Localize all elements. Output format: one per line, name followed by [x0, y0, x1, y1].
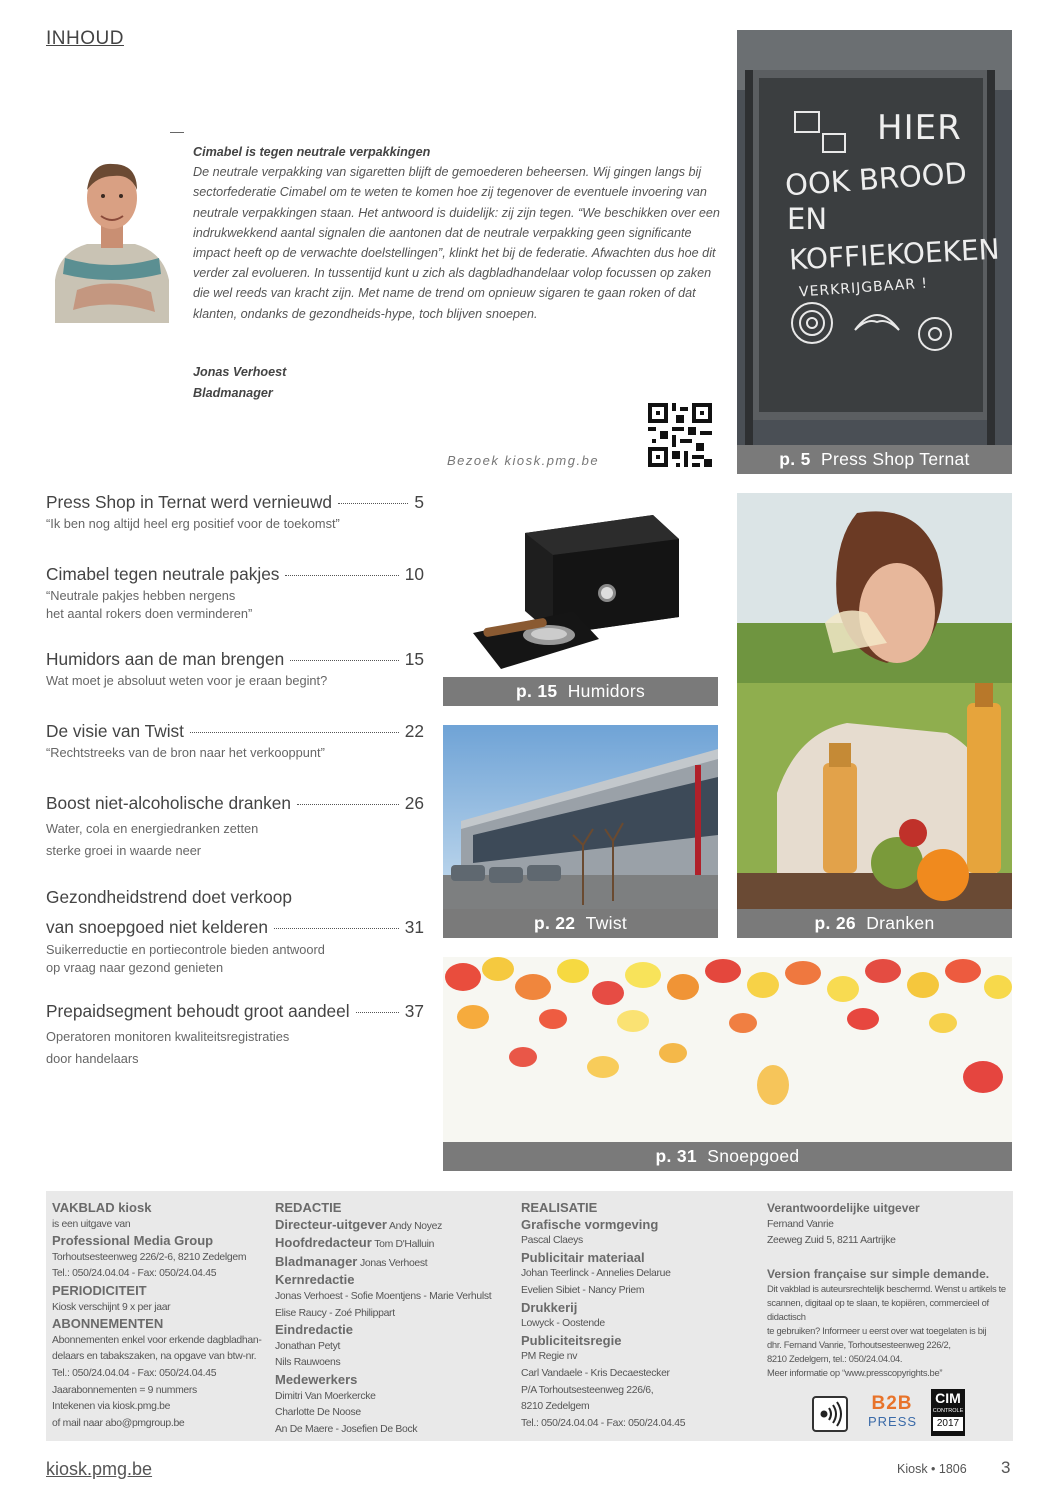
toc-entry-snoepgoed[interactable]	[46, 917, 424, 938]
caption-twist	[443, 909, 718, 938]
colophon-line: PM Regie nv	[521, 1351, 578, 1363]
colophon-line: dhr. Fernand Vanrie, Torhoutsesteenweg 226/2,	[767, 1339, 951, 1351]
colophon-person: Jonas Verhoest	[359, 1257, 428, 1269]
toc-title: Press Shop in Ternat werd vernieuwd	[46, 492, 332, 512]
toc-page: 22	[404, 721, 424, 741]
colophon-line: Jonas Verhoest - Sofie Moentjens - Marie Verhulst	[275, 1290, 492, 1302]
colophon-role: Bladmanager	[275, 1253, 358, 1269]
dranken-photo[interactable]	[737, 493, 1012, 938]
colophon-line: Meer informatie op “www.presscopyrights.be”	[767, 1367, 943, 1379]
author-name: Jonas Verhoest	[193, 365, 287, 379]
footer-issue: Kiosk • 1806	[897, 1462, 967, 1476]
b2b-press-logo-icon	[868, 1394, 916, 1430]
visit-website-text: Bezoek kiosk.pmg.be	[447, 453, 600, 468]
toc-entry-prepaid[interactable]	[46, 1001, 424, 1022]
caption-press-shop	[737, 445, 1012, 474]
colophon-line: Dit vakblad is auteursrechtelijk beschermd. Wenst u artikels te	[767, 1283, 1006, 1295]
toc-page: 37	[404, 1001, 424, 1021]
colophon-line: P/A Torhoutsesteenweg 226/6,	[521, 1384, 654, 1396]
colophon-line: delaars en tabakszaken, na opgave van btw-nr.	[52, 1351, 257, 1363]
toc-subtitle-line: “Rechtstreeks van de bron naar het verkooppunt”	[46, 745, 325, 760]
toc-leader	[190, 732, 399, 733]
colophon-line: Johan Teerlinck - Annelies Delarue	[521, 1268, 671, 1280]
toc-leader	[290, 660, 399, 661]
chalk-line-5: VERKRIJGBAAR !	[798, 275, 929, 301]
twist-photo[interactable]	[443, 725, 718, 938]
colophon-heading: Eindredactie	[275, 1322, 354, 1338]
caption-page: p. 26	[814, 913, 856, 933]
toc-subtitle	[46, 1026, 406, 1070]
toc-entry-twist[interactable]	[46, 721, 424, 742]
press-shop-photo[interactable]	[737, 30, 1012, 474]
toc-subtitle	[46, 673, 406, 688]
toc-entry-dranken[interactable]	[46, 793, 424, 814]
colophon-line: te gebruiken? Informeer u eerst over wat toegelaten is bij	[767, 1325, 987, 1337]
toc-title: Boost niet-alcoholische dranken	[46, 793, 291, 813]
toc-entry-humidors[interactable]	[46, 649, 424, 670]
toc-subtitle-line: op vraag naar gezond genieten	[46, 960, 224, 975]
colophon-line: of mail naar abo@pmgroup.be	[52, 1417, 185, 1429]
toc-subtitle-line: “Ik ben nog altijd heel erg positief voor de toekomst”	[46, 516, 340, 531]
b2b-logo-text: B2B	[871, 1393, 913, 1414]
sound-waves-logo-icon	[812, 1396, 848, 1432]
toc-subtitle	[46, 941, 406, 977]
colophon-column-redactie	[275, 1200, 510, 1438]
toc-subtitle	[46, 587, 406, 623]
caption-page: p. 5	[779, 449, 811, 469]
twist-building-image	[443, 725, 718, 909]
colophon-line: Carl Vandaele - Kris Decaestecker	[521, 1367, 670, 1379]
colophon-line: An De Maere - Josefien De Bock	[275, 1423, 418, 1435]
colophon-line: Pascal Claeys	[521, 1235, 583, 1247]
toc-leader	[285, 575, 398, 576]
caption-label: Press Shop Ternat	[820, 449, 970, 469]
colophon-heading: Kernredactie	[275, 1272, 355, 1288]
colophon-line: Lowyck - Oostende	[521, 1318, 605, 1330]
cim-controle-text: CONTROLE	[932, 1408, 964, 1414]
press-logo-text: PRESS	[868, 1414, 918, 1429]
colophon-line: Torhoutsesteenweg 226/2-6, 8210 Zedelgem	[52, 1251, 247, 1263]
colophon-heading: PERIODICITEIT	[52, 1282, 147, 1298]
toc-leader	[297, 804, 399, 805]
toc-subtitle-line: Suikerreductie en portiecontrole bieden antwoord	[46, 942, 325, 957]
colophon-line: Dimitri Van Moerkercke	[275, 1390, 376, 1402]
caption-page: p. 22	[533, 913, 576, 933]
colophon-line: Nils Rauwoens	[275, 1357, 341, 1369]
toc-title: Cimabel tegen neutrale pakjes	[46, 564, 280, 584]
toc-subtitle-line: “Neutrale pakjes hebben nergens	[46, 588, 236, 603]
toc-page: 15	[404, 649, 424, 669]
colophon-heading: VAKBLAD kiosk	[52, 1200, 152, 1215]
toc-subtitle	[46, 818, 406, 862]
editorial-signature	[193, 362, 286, 404]
toc-subtitle	[46, 745, 406, 760]
toc-title-line: Gezondheidstrend doet verkoop	[46, 887, 292, 907]
caption-label: Snoepgoed	[707, 1146, 800, 1166]
toc-subtitle-line: door handelaars	[46, 1051, 139, 1066]
toc-entry-press-shop[interactable]	[46, 492, 424, 513]
colophon-column-publisher	[52, 1200, 267, 1432]
toc-entry-cimabel[interactable]	[46, 564, 424, 585]
toc-page: 31	[404, 917, 424, 937]
humidors-photo[interactable]	[443, 493, 718, 706]
colophon-line: Elise Raucy - Zoé Philippart	[275, 1307, 395, 1319]
toc-page: 26	[404, 793, 424, 813]
author-role: Bladmanager	[193, 386, 273, 400]
toc-title: Prepaidsegment behoudt groot aandeel	[46, 1001, 350, 1021]
colophon-heading: Version française sur simple demande.	[767, 1266, 990, 1281]
colophon-role: Directeur-uitgever	[275, 1216, 387, 1232]
colophon-line: is een uitgave van	[52, 1218, 131, 1230]
caption-snoepgoed	[443, 1142, 1012, 1171]
caption-label: Twist	[585, 913, 628, 933]
colophon-line: Jaarabonnementen = 9 nummers	[52, 1384, 197, 1396]
toc-title: De visie van Twist	[46, 721, 184, 741]
caption-dranken	[737, 909, 1012, 938]
toc-leader	[356, 1012, 399, 1013]
divider	[170, 132, 184, 133]
colophon-line: 8210 Zedelgem, tel.: 050/24.04.04.	[767, 1353, 903, 1365]
gummy-bears-image	[443, 957, 1012, 1142]
colophon-heading: Publiciteitsregie	[521, 1332, 622, 1348]
colophon-heading: Professional Media Group	[52, 1233, 214, 1249]
chalk-line-2: OOK BROOD	[784, 155, 968, 203]
colophon-line: Intekenen via kiosk.pmg.be	[52, 1401, 171, 1413]
chalk-line-3: EN	[787, 202, 828, 236]
colophon-heading: ABONNEMENTEN	[52, 1316, 164, 1332]
colophon-heading: Medewerkers	[275, 1371, 358, 1387]
colophon-heading: REALISATIE	[521, 1200, 598, 1215]
caption-page: p. 15	[516, 681, 558, 701]
colophon-line: Kiosk verschijnt 9 x per jaar	[52, 1301, 171, 1313]
cim-controle-logo-icon	[931, 1389, 965, 1436]
editorial-title: Cimabel is tegen neutrale verpakkingen	[193, 145, 431, 159]
toc-title: van snoepgoed niet kelderen	[46, 917, 268, 937]
toc-page: 10	[404, 564, 424, 584]
colophon-line: Charlotte De Noose	[275, 1407, 361, 1419]
colophon-line: Fernand Vanrie	[767, 1218, 834, 1230]
caption-page: p. 31	[655, 1146, 697, 1166]
colophon-line: scannen, digitaal op te slaan, te kopiëren, commercieel of didactisch	[767, 1297, 989, 1323]
colophon-column-realisatie	[521, 1200, 756, 1432]
colophon-line: Tel.: 050/24.04.04 - Fax: 050/24.04.45	[52, 1367, 217, 1379]
editorial-body: De neutrale verpakking van sigaretten blijft de gemoederen beheersen. Wij gingen langs bij sectorfederatie Cimabel om te weten te komen hoe zij tegenover de eventuele invoering van neutrale verpakkingen staan. Het antwoord is duidelijk: zij zijn tegen. “We beschikken over een indrukwekkend aantal signalen die aantonen dat de neutrale verpakking geen significante impact heeft op de verwachte doelstellingen”, klinkt het bij de federatie. Afwachten dus hoe dit verder zal evolueren. In tussentijd kunt u zich als dagbladhandelaar volop focussen op zaken die wel reeds van kracht zijn. Met name de trend om opnieuw sigaren te gaan roken of dat klanten, ondanks de gezondheids-hype, toch blijven snoepen.	[193, 165, 720, 321]
colophon-heading: Verantwoordelijke uitgever	[767, 1201, 920, 1215]
page-number: 3	[1001, 1458, 1011, 1477]
toc-subtitle	[46, 516, 406, 531]
colophon-person: Andy Noyez	[389, 1220, 443, 1232]
colophon-column-uitgever	[767, 1200, 1007, 1380]
author-portrait	[47, 140, 175, 323]
snoepgoed-photo[interactable]	[443, 957, 1012, 1171]
colophon-person: Tom D'Halluin	[374, 1239, 435, 1251]
toc-subtitle-line: Water, cola en energiedranken zetten	[46, 821, 259, 836]
colophon-line: Jonathan Petyt	[275, 1340, 341, 1352]
colophon-heading: Grafische vormgeving	[521, 1216, 659, 1232]
woman-drinking-image	[737, 493, 1012, 909]
toc-subtitle-line: Wat moet je absoluut weten voor je eraan begint?	[46, 673, 328, 688]
colophon-role: Hoofdredacteur	[275, 1235, 372, 1251]
colophon-heading: Publicitair materiaal	[521, 1249, 645, 1265]
toc-leader	[274, 928, 399, 929]
colophon-line: Zeeweg Zuid 5, 8211 Aartrijke	[767, 1235, 896, 1247]
chalk-line-4: KOFFIEKOEKEN	[788, 232, 1001, 277]
cim-year-text: 2017	[933, 1417, 963, 1431]
caption-humidors	[443, 677, 718, 706]
colophon-line: Evelien Sibiet - Nancy Priem	[521, 1284, 645, 1296]
colophon-line: 8210 Zedelgem	[521, 1401, 590, 1413]
chalk-line-1: HIER	[877, 108, 962, 148]
editorial-text	[193, 142, 723, 324]
humidor-image	[443, 493, 718, 677]
colophon-heading: Drukkerij	[521, 1299, 578, 1315]
toc-page: 5	[414, 492, 424, 512]
toc-title: Humidors aan de man brengen	[46, 649, 285, 669]
colophon-line: Tel.: 050/24.04.04 - Fax: 050/24.04.45	[52, 1268, 217, 1280]
qr-code-icon[interactable]	[648, 403, 712, 467]
toc-subtitle-line: Operatoren monitoren kwaliteitsregistraties	[46, 1029, 290, 1044]
cim-logo-text: CIM	[935, 1390, 961, 1406]
caption-label: Dranken	[866, 913, 935, 933]
colophon-heading: REDACTIE	[275, 1200, 342, 1215]
toc-subtitle-line: het aantal rokers doen verminderen”	[46, 606, 253, 621]
toc-leader	[338, 503, 408, 504]
colophon-line: Tel.: 050/24.04.04 - Fax: 050/24.04.45	[521, 1417, 686, 1429]
toc-subtitle-line: sterke groei in waarde neer	[46, 843, 202, 858]
footer-website-link[interactable]: kiosk.pmg.be	[46, 1459, 153, 1479]
colophon-line: Abonnementen enkel voor erkende dagbladhan-	[52, 1334, 262, 1346]
caption-label: Humidors	[567, 681, 645, 701]
page-title: INHOUD	[46, 28, 124, 49]
